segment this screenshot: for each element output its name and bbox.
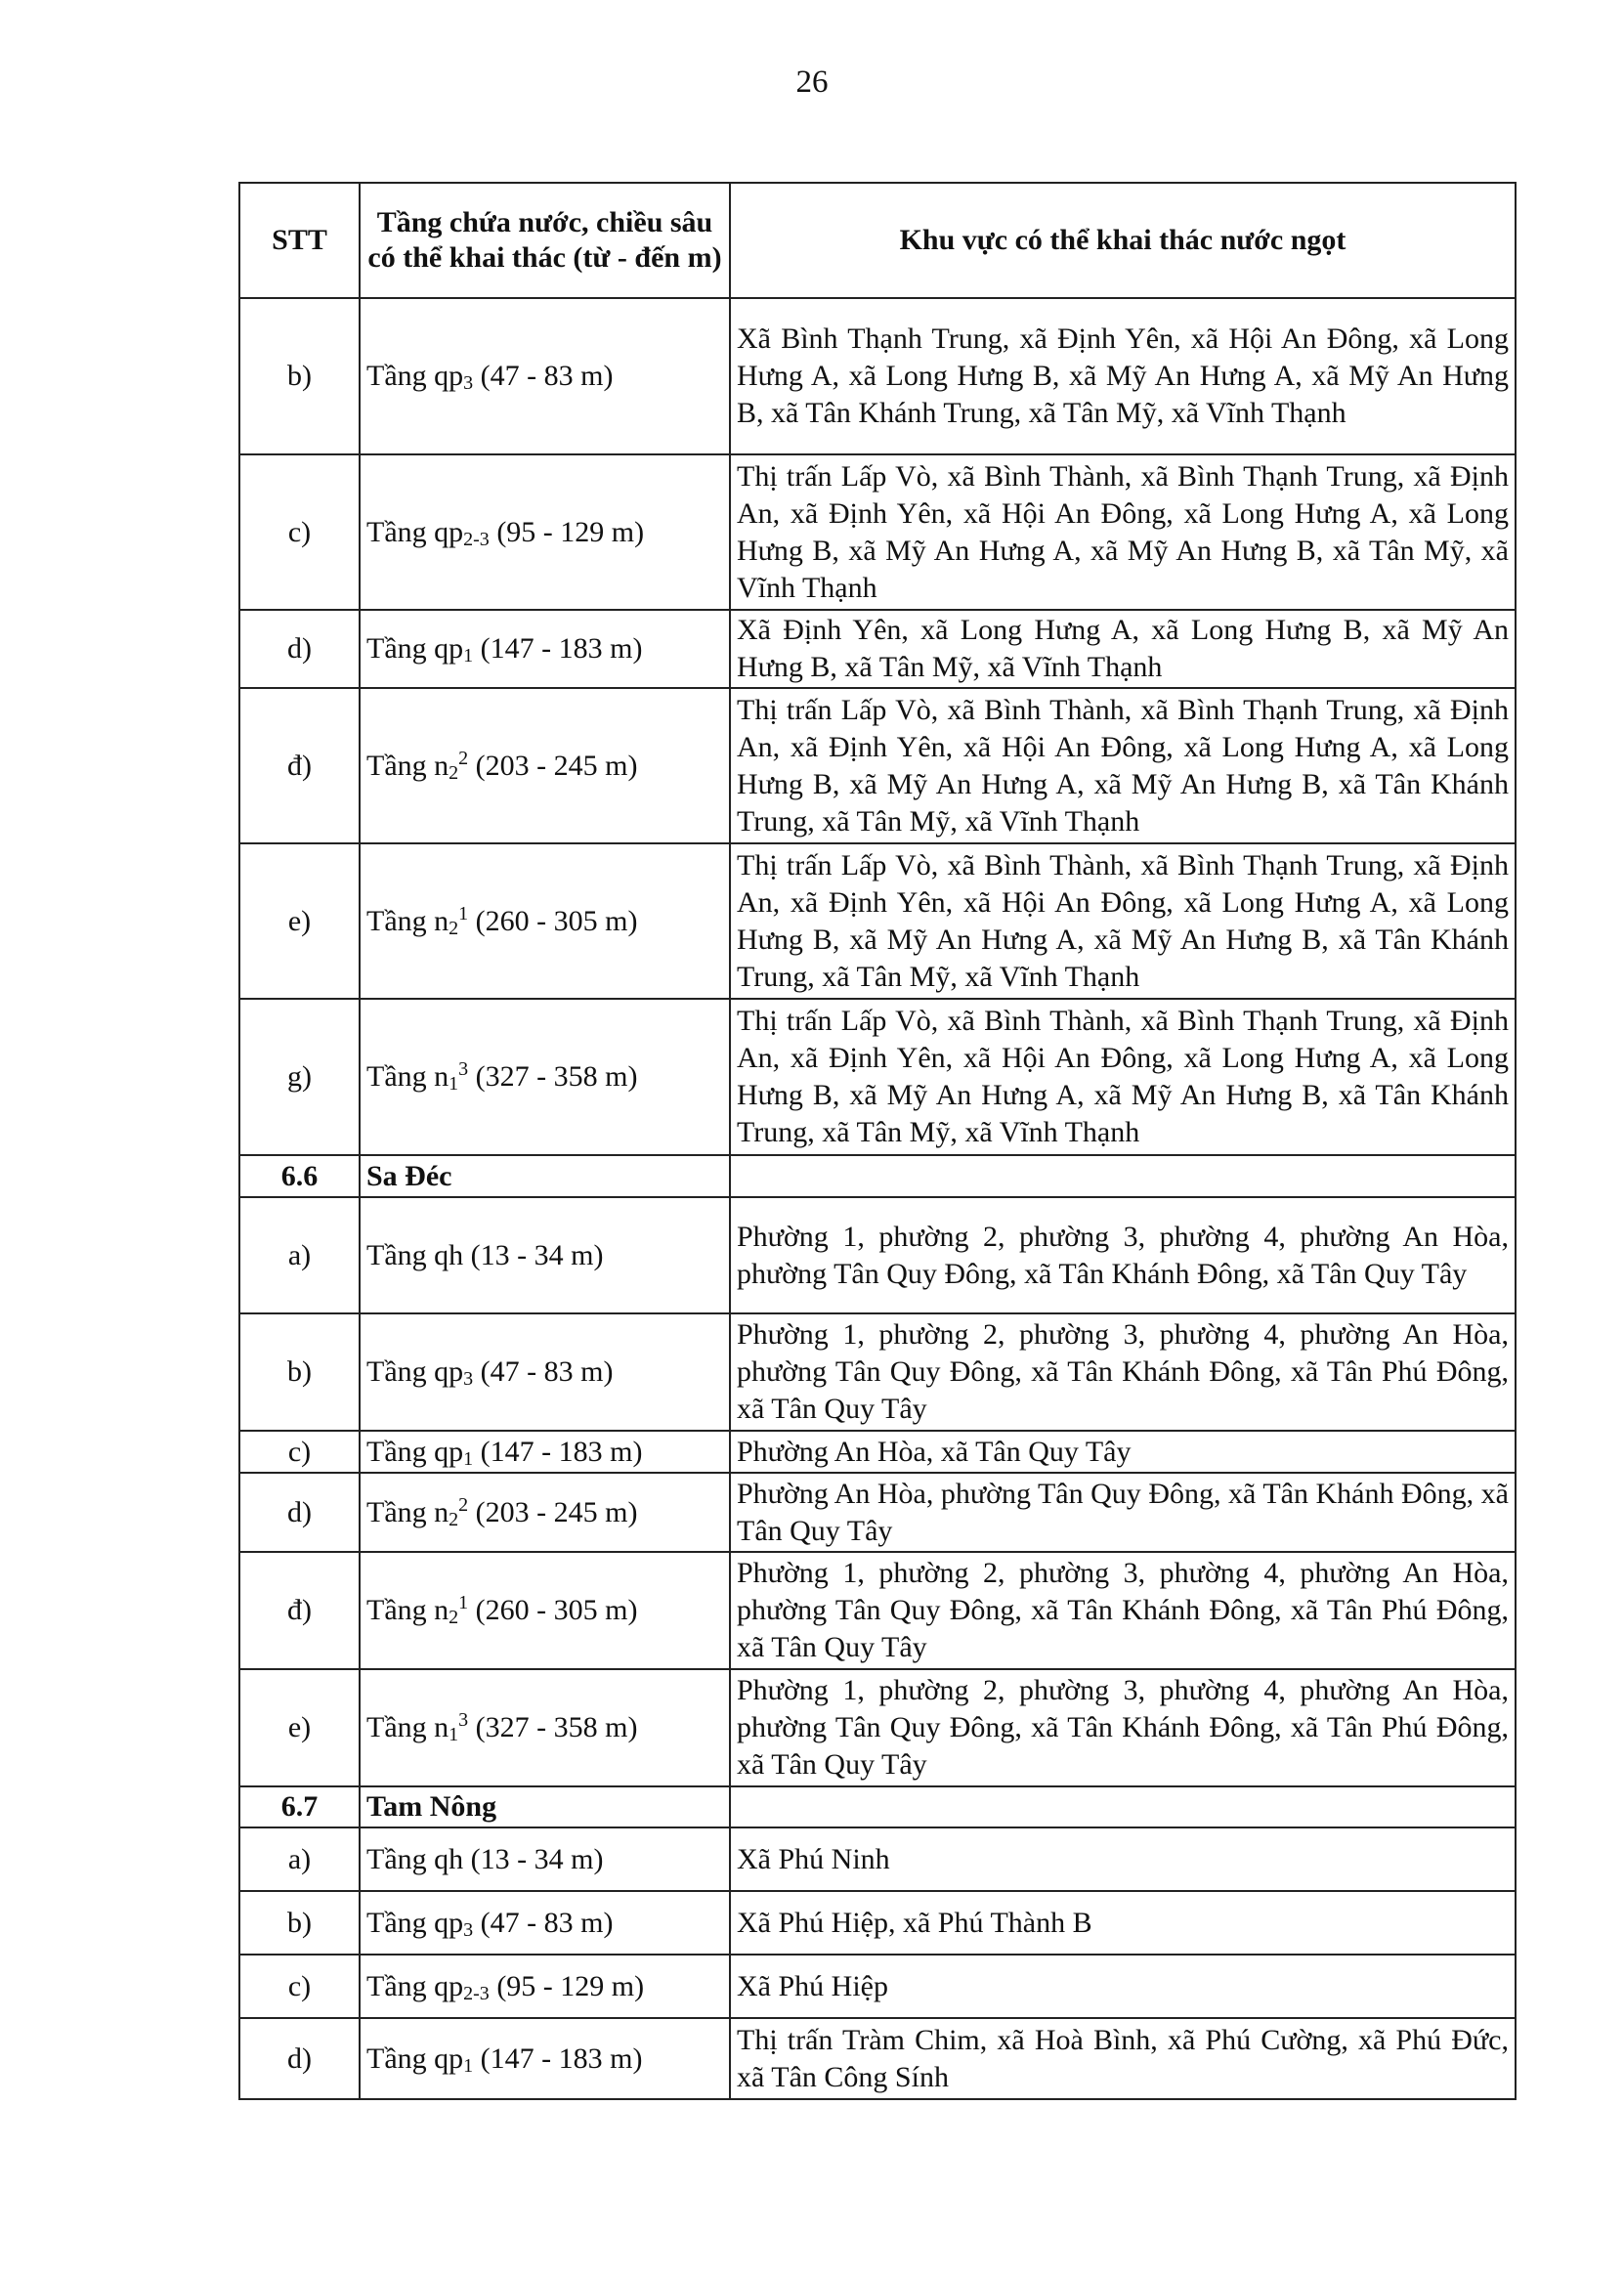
layer-superscript: 2	[458, 747, 469, 769]
table-row	[239, 843, 1516, 999]
row-extraction-area: Xã Phú Hiệp	[730, 1955, 1516, 2018]
section-name: Sa Đéc	[360, 1155, 730, 1197]
row-aquifer-layer: Tầng $n_2^1$ (260 - 305 m)	[360, 843, 730, 999]
row-aquifer-layer: Tầng $qp_{2-3}$ (95 - 129 m)	[360, 454, 730, 610]
layer-subscript: 3	[463, 1368, 474, 1390]
row-aquifer-layer: Tầng $qp_1$ (147 - 183 m)	[360, 1431, 730, 1473]
section-row	[239, 1155, 1516, 1197]
row-aquifer-layer: Tầng $n_1^3$ (327 - 358 m)	[360, 1669, 730, 1786]
row-stt: b)	[239, 1891, 360, 1955]
section-number: 6.6	[239, 1155, 360, 1197]
layer-subscript: 2-3	[463, 528, 490, 550]
layer-subscript: 3	[463, 372, 474, 394]
table-row	[239, 1827, 1516, 1891]
table-row	[239, 1197, 1516, 1313]
row-stt: d)	[239, 2018, 360, 2099]
row-aquifer-layer: Tầng $qp_1$ (147 - 183 m)	[360, 2018, 730, 2099]
row-extraction-area: Xã Phú Ninh	[730, 1827, 1516, 1891]
row-extraction-area: Thị trấn Tràm Chim, xã Hoà Bình, xã Phú Cường, xã Phú Đức, xã Tân Công Sính	[730, 2018, 1516, 2099]
layer-subscript: 1	[463, 1447, 474, 1470]
row-aquifer-layer: Tầng $n_2^2$ (203 - 245 m)	[360, 1473, 730, 1552]
table-row	[239, 1955, 1516, 2018]
table-row	[239, 1669, 1516, 1786]
row-stt: c)	[239, 1955, 360, 2018]
table-row	[239, 298, 1516, 454]
header-aquifer-layer: Tầng chứa nước, chiều sâu có thể khai thác (từ - đến m)	[360, 183, 730, 298]
section-empty-cell	[730, 1155, 1516, 1197]
row-extraction-area: Thị trấn Lấp Vò, xã Bình Thành, xã Bình Thạnh Trung, xã Định An, xã Định Yên, xã Hội An Đông, xã Long Hưng A, xã Long Hưng B, xã Mỹ An Hưng A, xã Mỹ An Hưng B, xã Tân Khánh Trung, xã Tân Mỹ, xã Vĩnh Thạnh	[730, 843, 1516, 999]
row-aquifer-layer: Tầng $qp_3$ (47 - 83 m)	[360, 1313, 730, 1431]
row-stt: a)	[239, 1827, 360, 1891]
table-row	[239, 1473, 1516, 1552]
table-row	[239, 454, 1516, 610]
layer-superscript: 1	[458, 902, 469, 924]
row-aquifer-layer: Tầng $qp_1$ (147 - 183 m)	[360, 610, 730, 688]
row-aquifer-layer: Tầng $n_2^2$ (203 - 245 m)	[360, 688, 730, 843]
header-extraction-area: Khu vực có thể khai thác nước ngọt	[730, 183, 1516, 298]
table-row	[239, 1313, 1516, 1431]
row-stt: d)	[239, 1473, 360, 1552]
row-stt: e)	[239, 1669, 360, 1786]
row-extraction-area: Phường 1, phường 2, phường 3, phường 4, phường An Hòa, phường Tân Quy Đông, xã Tân Khánh Đông, xã Tân Phú Đông, xã Tân Quy Tây	[730, 1552, 1516, 1669]
row-stt: e)	[239, 843, 360, 999]
row-extraction-area: Phường An Hòa, xã Tân Quy Tây	[730, 1431, 1516, 1473]
layer-superscript: 2	[458, 1493, 469, 1516]
table-row	[239, 1431, 1516, 1473]
layer-subscript: 3	[463, 1918, 474, 1941]
section-number: 6.7	[239, 1786, 360, 1827]
row-extraction-area: Phường 1, phường 2, phường 3, phường 4, phường An Hòa, phường Tân Quy Đông, xã Tân Khánh Đông, xã Tân Phú Đông, xã Tân Quy Tây	[730, 1313, 1516, 1431]
layer-subscript: 2	[449, 761, 459, 784]
table-row	[239, 1891, 1516, 1955]
layer-subscript: 1	[463, 2054, 474, 2077]
table-row	[239, 2018, 1516, 2099]
layer-superscript: 3	[458, 1058, 469, 1080]
row-stt: c)	[239, 1431, 360, 1473]
layer-subscript: 1	[449, 1724, 459, 1745]
row-aquifer-layer: Tầng qh (13 - 34 m)	[360, 1827, 730, 1891]
row-extraction-area: Phường An Hòa, phường Tân Quy Đông, xã Tân Khánh Đông, xã Tân Quy Tây	[730, 1473, 1516, 1552]
table-row	[239, 999, 1516, 1155]
layer-subscript: 2	[449, 1607, 459, 1628]
row-extraction-area: Xã Phú Hiệp, xã Phú Thành B	[730, 1891, 1516, 1955]
header-stt: STT	[239, 183, 360, 298]
table-row	[239, 1552, 1516, 1669]
row-stt: đ)	[239, 1552, 360, 1669]
row-aquifer-layer: Tầng $qp_3$ (47 - 83 m)	[360, 298, 730, 454]
row-stt: b)	[239, 298, 360, 454]
groundwater-table	[238, 182, 1517, 2100]
table-header-row	[239, 183, 1516, 298]
section-name: Tam Nông	[360, 1786, 730, 1827]
row-stt: g)	[239, 999, 360, 1155]
row-extraction-area: Xã Định Yên, xã Long Hưng A, xã Long Hưng B, xã Mỹ An Hưng B, xã Tân Mỹ, xã Vĩnh Thạnh	[730, 610, 1516, 688]
row-aquifer-layer: Tầng $qp_{2-3}$ (95 - 129 m)	[360, 1955, 730, 2018]
row-extraction-area: Xã Bình Thạnh Trung, xã Định Yên, xã Hội An Đông, xã Long Hưng A, xã Long Hưng B, xã Mỹ An Hưng A, xã Mỹ An Hưng B, xã Tân Khánh Trung, xã Tân Mỹ, xã Vĩnh Thạnh	[730, 298, 1516, 454]
layer-subscript: 2	[449, 917, 459, 939]
layer-subscript: 1	[449, 1073, 459, 1095]
layer-subscript: 2	[449, 1508, 459, 1530]
layer-superscript: 3	[458, 1709, 469, 1731]
row-aquifer-layer: Tầng qh (13 - 34 m)	[360, 1197, 730, 1313]
table-body	[239, 298, 1516, 2099]
layer-subscript: 2-3	[463, 1982, 490, 2004]
row-aquifer-layer: Tầng $n_1^3$ (327 - 358 m)	[360, 999, 730, 1155]
row-stt: c)	[239, 454, 360, 610]
layer-superscript: 1	[458, 1592, 469, 1613]
row-extraction-area: Thị trấn Lấp Vò, xã Bình Thành, xã Bình Thạnh Trung, xã Định An, xã Định Yên, xã Hội An Đông, xã Long Hưng A, xã Long Hưng B, xã Mỹ An Hưng A, xã Mỹ An Hưng B, xã Tân Khánh Trung, xã Tân Mỹ, xã Vĩnh Thạnh	[730, 688, 1516, 843]
layer-subscript: 1	[463, 645, 474, 666]
page-number: 26	[795, 64, 829, 100]
row-stt: b)	[239, 1313, 360, 1431]
row-extraction-area: Thị trấn Lấp Vò, xã Bình Thành, xã Bình Thạnh Trung, xã Định An, xã Định Yên, xã Hội An Đông, xã Long Hưng A, xã Long Hưng B, xã Mỹ An Hưng A, xã Mỹ An Hưng B, xã Tân Mỹ, xã Vĩnh Thạnh	[730, 454, 1516, 610]
row-stt: đ)	[239, 688, 360, 843]
row-aquifer-layer: Tầng $n_2^1$ (260 - 305 m)	[360, 1552, 730, 1669]
section-row	[239, 1786, 1516, 1827]
row-stt: a)	[239, 1197, 360, 1313]
row-extraction-area: Thị trấn Lấp Vò, xã Bình Thành, xã Bình Thạnh Trung, xã Định An, xã Định Yên, xã Hội An Đông, xã Long Hưng A, xã Long Hưng B, xã Mỹ An Hưng A, xã Mỹ An Hưng B, xã Tân Khánh Trung, xã Tân Mỹ, xã Vĩnh Thạnh	[730, 999, 1516, 1155]
table-row	[239, 688, 1516, 843]
section-empty-cell	[730, 1786, 1516, 1827]
row-stt: d)	[239, 610, 360, 688]
table-row	[239, 610, 1516, 688]
row-extraction-area: Phường 1, phường 2, phường 3, phường 4, phường An Hòa, phường Tân Quy Đông, xã Tân Khánh Đông, xã Tân Quy Tây	[730, 1197, 1516, 1313]
row-extraction-area: Phường 1, phường 2, phường 3, phường 4, phường An Hòa, phường Tân Quy Đông, xã Tân Khánh Đông, xã Tân Phú Đông, xã Tân Quy Tây	[730, 1669, 1516, 1786]
row-aquifer-layer: Tầng $qp_3$ (47 - 83 m)	[360, 1891, 730, 1955]
